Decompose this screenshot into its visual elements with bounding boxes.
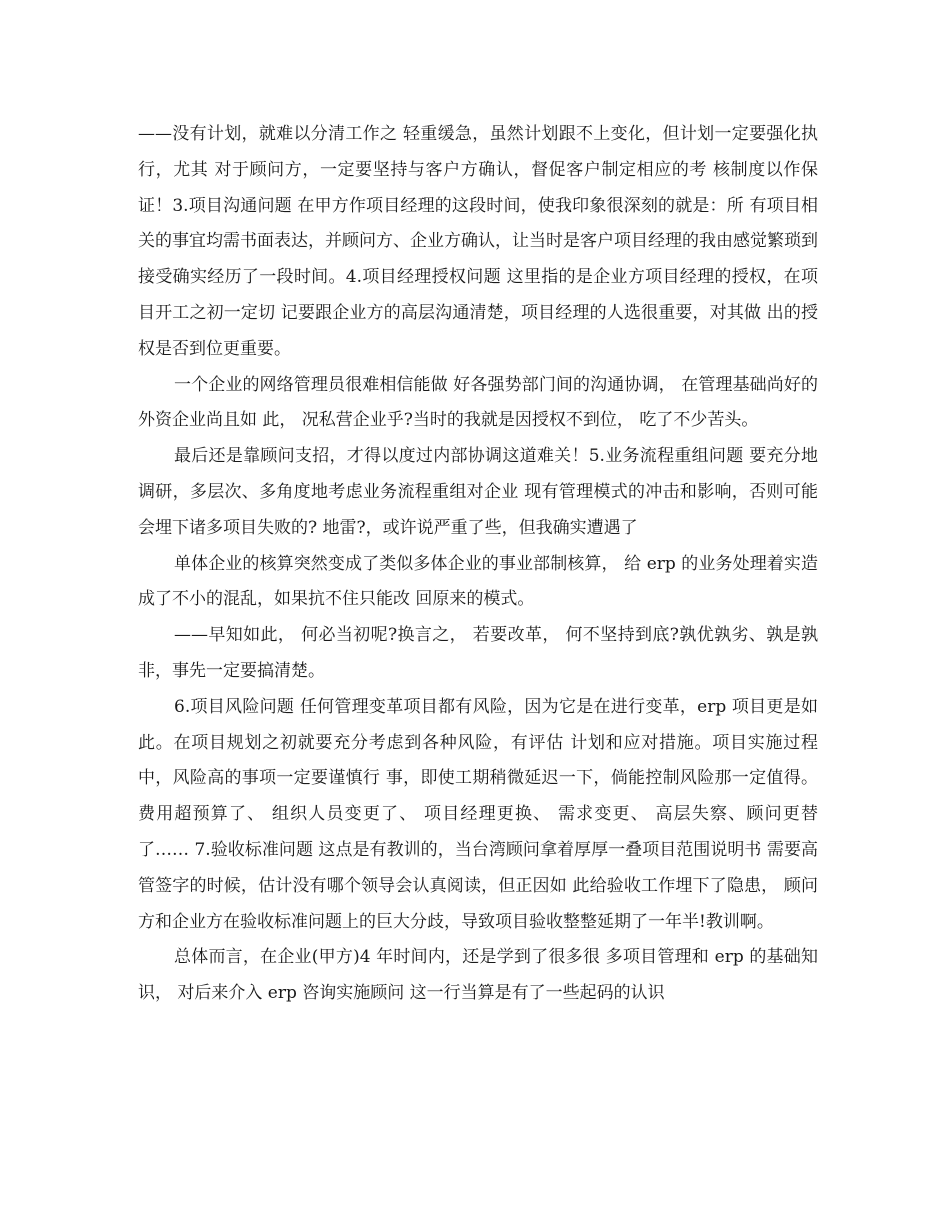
paragraph-accounting: 单体企业的核算突然变成了类似多体企业的事业部制核算， 给 erp 的业务处理着实造成了不小的混乱，如果抗不住只能改 回原来的模式。 bbox=[138, 553, 818, 610]
document-body bbox=[138, 117, 818, 1012]
paragraph-network-admin: 一个企业的网络管理员很难相信能做 好各强势部门间的沟通协调， 在管理基础尚好的外资企业尚且如 此， 况私营企业乎?当时的我就是因授权不到位， 吃了不少苦头。 bbox=[138, 374, 818, 431]
paragraph-plan-communication-authorization: ——没有计划，就难以分清工作之 轻重缓急，虽然计划跟不上变化，但计划一定要强化执行，尤其 对于顾问方，一定要坚持与客户方确认，督促客户制定相应的考 核制度以作保证！3.项目沟通问题 在甲方作项目经理的这段时间，使我印象很深刻的就是：所 有项目相关的事宜均需书面表达，并顾问方、企业方确认，让当时是客户项目经理的我由感觉繁琐到接受确实经历了一段时间。4.项目经理授权问题 这里指的是企业方项目经理的授权，在项目开工之初一定切 记要跟企业方的高层沟通清楚，项目经理的人选很重要，对其做 出的授权是否到位更重要。 bbox=[138, 124, 818, 359]
paragraph-summary: 总体而言，在企业(甲方)4 年时间内，还是学到了很多很 多项目管理和 erp 的基础知识， 对后来介入 erp 咨询实施顾问 这一行当算是有了一些起码的认识 bbox=[138, 947, 818, 1004]
paragraph-hindsight: ——早知如此， 何必当初呢?换言之， 若要改革， 何不坚持到底?孰优孰劣、孰是孰非，事先一定要搞清楚。 bbox=[138, 625, 818, 681]
paragraph-risk-acceptance: 6.项目风险问题 任何管理变革项目都有风险，因为它是在进行变革，erp 项目更是如此。在项目规划之初就要充分考虑到各种风险，有评估 计划和应对措施。项目实施过程中，风险高的事项一定要谨慎行 事，即使工期稍微延迟一下，倘能控制风险那一定值得。费用超预算了、 组织人员变更了、 项目经理更换、 需求变更、 高层失察、顾问更替了…… 7.验收标准问题 这点是有教训的，当台湾顾问拿着厚厚一叠项目范围说明书 需要高管签字的时候，估计没有哪个领导会认真阅读，但正因如 此给验收工作埋下了隐患， 顾问方和企业方在验收标准问题上的巨大分歧，导致项目验收整整延期了一年半!教训啊。 bbox=[138, 696, 818, 932]
paragraph-business-process: 最后还是靠顾问支招，才得以度过内部协调这道难关！5.业务流程重组问题 要充分地调研，多层次、多角度地考虑业务流程重组对企业 现有管理模式的冲击和影响，否则可能会埋下诸多项目失败的? 地雷?，或许说严重了些，但我确实遭遇了 bbox=[138, 446, 818, 538]
